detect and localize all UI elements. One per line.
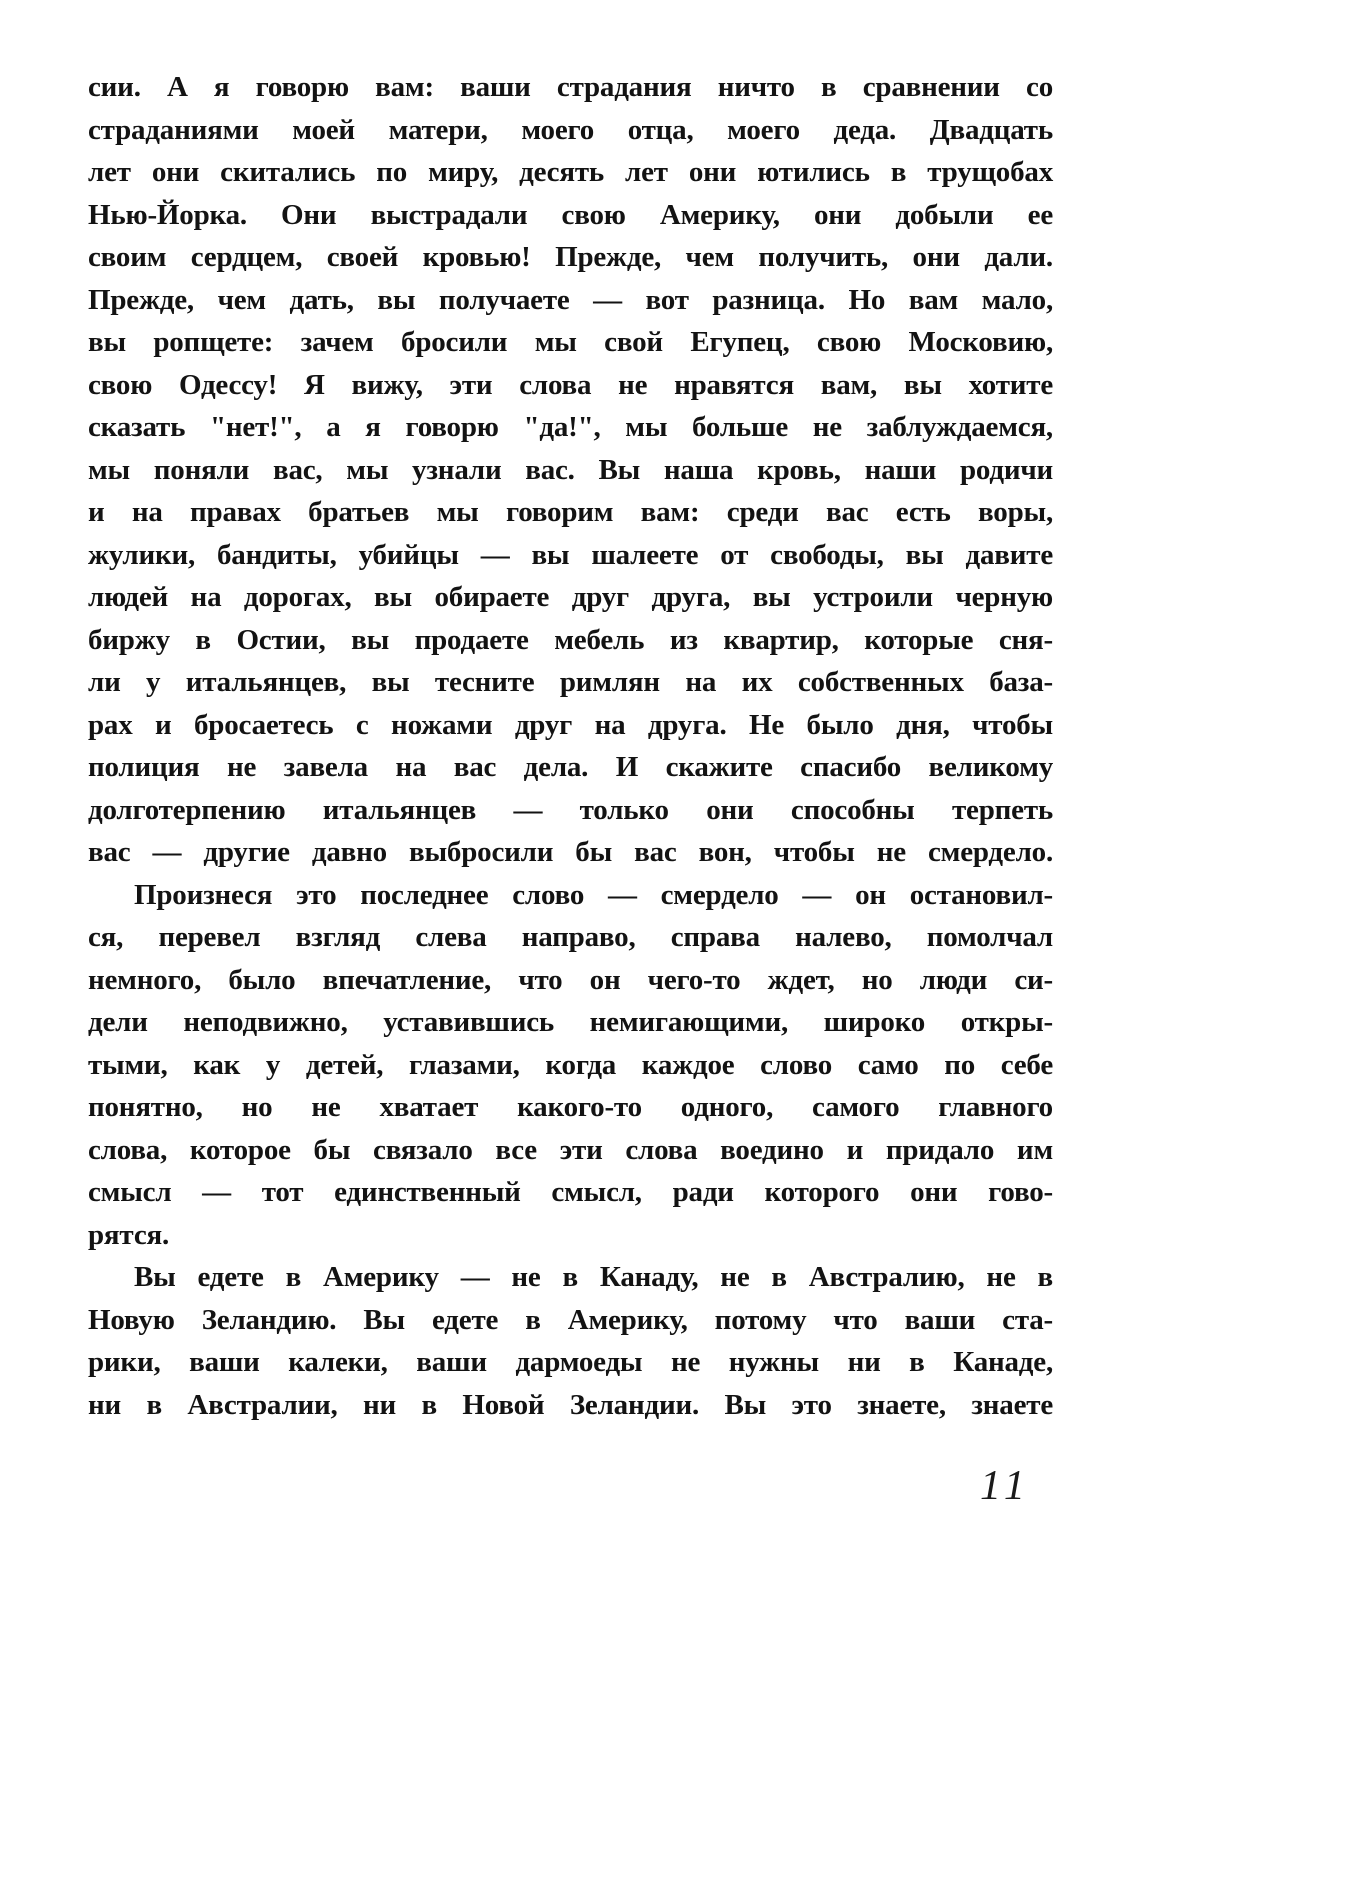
paragraph: [88, 1256, 1053, 1426]
text-line: Вы едете в Америку — не в Канаду, не в Австралию, не в: [134, 1261, 1053, 1293]
text-line: Прежде, чем дать, вы получаете — вот разница. Но вам мало,: [88, 283, 1053, 316]
text-line: рики, ваши калеки, ваши дармоеды не нужны ни в Канаде,: [88, 1346, 1053, 1378]
paragraph: [88, 874, 1053, 1257]
text-line: сказать "нет!", а я говорю "да!", мы больше не заблуждаемся,: [88, 411, 1053, 443]
text-line: вас — другие давно выбросили бы вас вон, чтобы не смердело.: [88, 836, 1053, 868]
text-line: биржу в Остии, вы продаете мебель из квартир, которые сня-: [88, 623, 1053, 656]
text-line: долготерпению итальянцев — только они способны терпеть: [88, 793, 1053, 826]
text-line: понятно, но не хватает какого-то одного, самого главного: [88, 1091, 1053, 1123]
text-line: лет они скитались по миру, десять лет они ютились в трущобах: [88, 156, 1053, 188]
text-line: Нью-Йорка. Они выстрадали свою Америку, они добыли ее: [88, 198, 1053, 231]
text-line: тыми, как у детей, глазами, когда каждое слово само по себе: [88, 1048, 1053, 1081]
text-line: дели неподвижно, уставившись немигающими, широко откры-: [88, 1006, 1053, 1038]
text-block: [88, 66, 1053, 1426]
paragraph: [88, 66, 1053, 874]
text-line: слова, которое бы связало все эти слова воедино и придало им: [88, 1133, 1053, 1166]
text-line: ни в Австралии, ни в Новой Зеландии. Вы это знаете, знаете: [88, 1388, 1053, 1421]
text-line: смысл — тот единственный смысл, ради которого они гово-: [88, 1176, 1053, 1208]
text-line: ся, перевел взгляд слева направо, справа налево, помолчал: [88, 921, 1053, 953]
text-line: Произнеся это последнее слово — смердело — он остановил-: [134, 878, 1053, 911]
text-line: жулики, бандиты, убийцы — вы шалеете от свободы, вы давите: [88, 538, 1053, 571]
text-line: свою Одессу! Я вижу, эти слова не нравятся вам, вы хотите: [88, 368, 1053, 401]
text-line: своим сердцем, своей кровью! Прежде, чем получить, они дали.: [88, 241, 1053, 273]
text-line: людей на дорогах, вы обираете друг друга, вы устроили черную: [88, 581, 1053, 613]
text-line: рах и бросаетесь с ножами друг на друга. Не было дня, чтобы: [88, 708, 1053, 741]
text-line: страданиями моей матери, моего отца, моего деда. Двадцать: [88, 113, 1053, 146]
text-line: полиция не завела на вас дела. И скажите спасибо великому: [88, 751, 1053, 783]
text-line: и на правах братьев мы говорим вам: среди вас есть воры,: [88, 496, 1053, 528]
text-line: немного, было впечатление, что он чего-то ждет, но люди си-: [88, 963, 1053, 996]
text-line: мы поняли вас, мы узнали вас. Вы наша кровь, наши родичи: [88, 453, 1053, 486]
text-line: сии. А я говорю вам: ваши страдания ничто в сравнении со: [88, 71, 1053, 103]
text-line: Новую Зеландию. Вы едете в Америку, потому что ваши ста-: [88, 1303, 1053, 1336]
page-number: 11: [980, 1463, 1031, 1509]
text-line: ли у итальянцев, вы тесните римлян на их собственных база-: [88, 666, 1053, 698]
text-line: вы ропщете: зачем бросили мы свой Егупец, свою Московию,: [88, 326, 1053, 358]
text-line: рятся.: [88, 1218, 170, 1251]
